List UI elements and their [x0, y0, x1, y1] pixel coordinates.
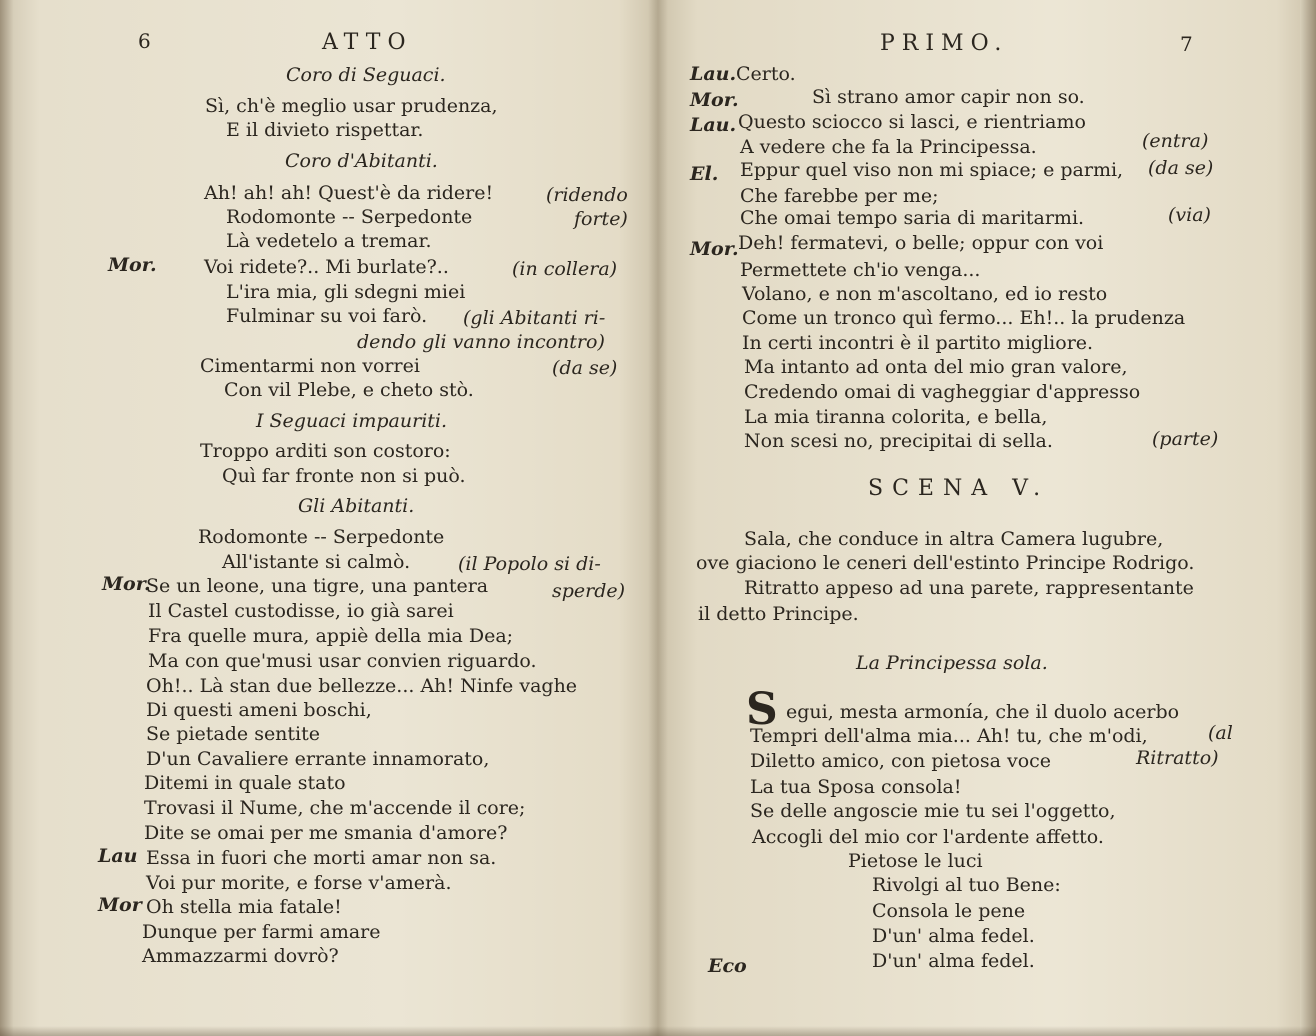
speaker-label: Mor.: [690, 89, 739, 111]
character-heading: La Principessa sola.: [856, 652, 1048, 674]
running-header: ATTO: [322, 30, 413, 55]
speaker-label: Lau.: [690, 114, 737, 136]
scene-description: Sala, che conduce in altra Camera lugubre,: [744, 528, 1164, 550]
verse-line: Se pietade sentite: [146, 723, 321, 745]
chorus-heading: Coro di Seguaci.: [286, 64, 446, 86]
stage-direction: (da se): [552, 357, 618, 379]
verse-line: D'un' alma fedel.: [872, 925, 1035, 947]
scene-description: il detto Principe.: [698, 603, 859, 625]
scene-description: ove giaciono le ceneri dell'estinto Principe Rodrigo.: [696, 552, 1195, 574]
running-header: PRIMO.: [880, 31, 1009, 56]
speaker-label: Lau.: [690, 63, 737, 85]
verse-line: Essa in fuori che morti amar non sa.: [146, 847, 497, 869]
verse-line: Voi pur morite, e forse v'amerà.: [146, 872, 452, 894]
verse-line: Quì far fronte non si può.: [222, 465, 466, 487]
chorus-heading: Coro d'Abitanti.: [285, 150, 438, 172]
verse-line: Che omai tempo saria di maritarmi.: [740, 207, 1085, 229]
verse-line: Non scesi no, precipitai di sella.: [744, 430, 1053, 452]
chorus-heading: Gli Abitanti.: [298, 495, 415, 517]
stage-direction: sperde): [552, 580, 626, 602]
verse-line: L'ira mia, gli sdegni miei: [226, 281, 466, 303]
speaker-label: Mor.: [690, 238, 739, 260]
verse-line: Questo sciocco si lasci, e rientriamo: [738, 111, 1086, 133]
page-edge-left: [0, 0, 14, 1036]
speaker-label: Eco: [708, 955, 747, 977]
verse-line: La tua Sposa consola!: [750, 776, 962, 798]
verse-line: E il divieto rispettar.: [226, 119, 424, 141]
verse-line: Sì, ch'è meglio usar prudenza,: [205, 95, 498, 117]
verse-line: Fulminar su voi farò.: [226, 305, 428, 327]
verse-line: Voi ridete?.. Mi burlate?..: [204, 256, 449, 278]
verse-line: Il Castel custodisse, io già sarei: [148, 600, 454, 622]
verse-line: Ma intanto ad onta del mio gran valore,: [744, 356, 1128, 378]
verse-line: Rodomonte -- Serpedonte: [226, 206, 473, 228]
verse-line: Accogli del mio cor l'ardente affetto.: [752, 826, 1104, 848]
verse-line: Là vedetelo a tremar.: [226, 230, 432, 252]
verse-line: Pietose le luci: [848, 850, 983, 872]
speaker-label: Mor: [98, 894, 142, 916]
verse-line: Troppo arditi son costoro:: [200, 440, 451, 462]
stage-direction: (gli Abitanti ri-: [463, 307, 606, 329]
stage-direction: (in collera): [512, 258, 618, 280]
verse-line: Consola le pene: [872, 900, 1026, 922]
scene-description: Ritratto appeso ad una parete, rappresentante: [744, 577, 1194, 599]
verse-line: Trovasi il Nume, che m'accende il core;: [144, 797, 526, 819]
stage-direction: (ridendo: [546, 184, 628, 206]
verse-line: Tempri dell'alma mia... Ah! tu, che m'odi,: [750, 725, 1148, 747]
verse-line: Certo.: [736, 63, 796, 85]
verse-line: Permettete ch'io venga...: [740, 259, 981, 281]
chorus-heading: I Seguaci impauriti.: [256, 410, 448, 432]
page-number: 7: [1180, 32, 1193, 56]
speaker-label: Lau: [98, 845, 138, 867]
verse-line: D'un' alma fedel.: [872, 950, 1035, 972]
verse-line: Ma con que'musi usar convien riguardo.: [148, 650, 537, 672]
verse-line: Dunque per farmi amare: [142, 921, 381, 943]
scene-heading: SCENA V.: [868, 476, 1050, 501]
verse-line: Che farebbe per me;: [740, 185, 939, 207]
verse-line: D'un Cavaliere errante innamorato,: [146, 748, 490, 770]
stage-direction: forte): [574, 208, 628, 230]
verse-line: Volano, e non m'ascoltano, ed io resto: [742, 283, 1108, 305]
verse-line: Ah! ah! ah! Quest'è da ridere!: [204, 182, 494, 204]
stage-direction: Ritratto): [1136, 747, 1219, 769]
verse-line: Rodomonte -- Serpedonte: [198, 526, 445, 548]
verse-line: Sì strano amor capir non so.: [812, 86, 1085, 108]
book-gutter: [648, 0, 668, 1036]
verse-line: Cimentarmi non vorrei: [200, 355, 420, 377]
verse-line: Rivolgi al tuo Bene:: [872, 874, 1061, 896]
verse-line: A vedere che fa la Principessa.: [740, 136, 1037, 158]
stage-direction: (al: [1208, 722, 1233, 744]
verse-line: Credendo omai di vagheggiar d'appresso: [744, 381, 1141, 403]
stage-direction: (parte): [1152, 428, 1219, 450]
verse-line: Eppur quel viso non mi spiace; e parmi,: [740, 159, 1124, 181]
verse-line: Ditemi in quale stato: [144, 772, 346, 794]
verse-line: La mia tiranna colorita, e bella,: [744, 406, 1048, 428]
stage-direction: (il Popolo si di-: [458, 553, 601, 575]
verse-line: Oh stella mia fatale!: [146, 896, 342, 918]
page-number: 6: [138, 29, 151, 53]
stage-direction: (da se): [1148, 157, 1214, 179]
stage-direction: (entra): [1142, 130, 1209, 152]
verse-line: Come un tronco quì fermo... Eh!.. la prudenza: [742, 307, 1186, 329]
page-edge-bottom: [0, 1026, 1316, 1036]
page-edge-right: [1300, 0, 1316, 1036]
verse-line: egui, mesta armonía, che il duolo acerbo: [786, 701, 1180, 723]
verse-line: Fra quelle mura, appiè della mia Dea;: [148, 625, 514, 647]
verse-line: Deh! fermatevi, o belle; oppur con voi: [738, 232, 1104, 254]
verse-line: Dite se omai per me smania d'amore?: [144, 822, 508, 844]
verse-line: Se un leone, una tigre, una pantera: [146, 575, 489, 597]
speaker-label: Mor.: [108, 254, 157, 276]
speaker-label: El.: [690, 163, 719, 185]
verse-line: Ammazzarmi dovrò?: [142, 945, 339, 967]
verse-line: Se delle angoscie mie tu sei l'oggetto,: [750, 800, 1116, 822]
verse-line: All'istante si calmò.: [222, 551, 411, 573]
stage-direction: (via): [1168, 204, 1211, 226]
speaker-label: Mor.: [102, 573, 151, 595]
verse-line: Con vil Plebe, e cheto stò.: [224, 379, 474, 401]
verse-line: Oh!.. Là stan due bellezze... Ah! Ninfe vaghe: [146, 675, 578, 697]
verse-line: Di questi ameni boschi,: [146, 699, 372, 721]
verse-line: In certi incontri è il partito migliore.: [742, 332, 1094, 354]
stage-direction: dendo gli vanno incontro): [357, 331, 605, 353]
drop-cap: S: [746, 684, 778, 735]
verse-line: Diletto amico, con pietosa voce: [750, 750, 1052, 772]
